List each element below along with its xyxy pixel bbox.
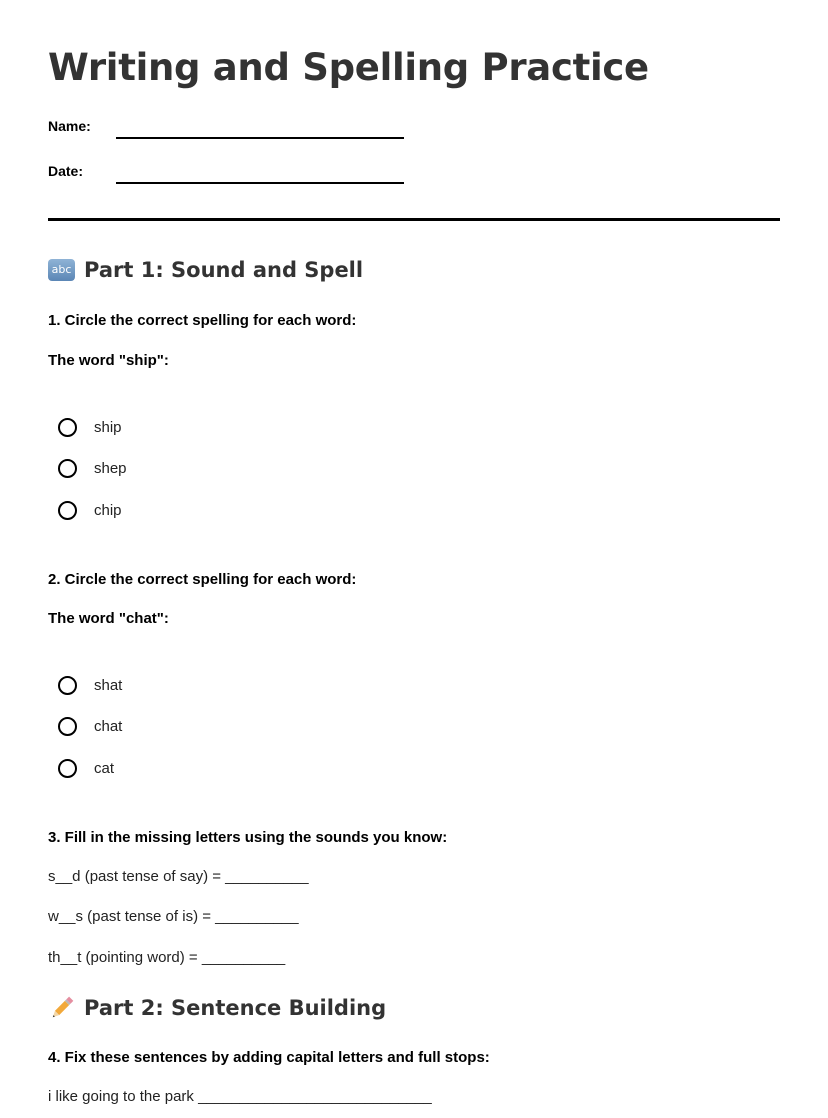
name-label: Name: bbox=[48, 118, 91, 134]
pencil-icon bbox=[48, 994, 76, 1022]
part1-heading-text: Part 1: Sound and Spell bbox=[84, 258, 364, 282]
radio-button[interactable] bbox=[58, 759, 77, 778]
q2-option[interactable] bbox=[58, 673, 122, 697]
name-field[interactable] bbox=[48, 118, 408, 148]
page-title: Writing and Spelling Practice bbox=[48, 46, 649, 89]
fill-in-line[interactable]: th__t (pointing word) = __________ bbox=[48, 949, 286, 966]
q1-option[interactable] bbox=[58, 456, 127, 480]
date-line[interactable] bbox=[116, 182, 404, 184]
q1-option[interactable] bbox=[58, 498, 122, 522]
q2-option[interactable] bbox=[58, 756, 114, 780]
header-divider bbox=[48, 218, 780, 221]
part1-heading bbox=[48, 258, 363, 282]
radio-button[interactable] bbox=[58, 676, 77, 695]
radio-button[interactable] bbox=[58, 459, 77, 478]
option-label: cat bbox=[94, 759, 115, 777]
radio-button[interactable] bbox=[58, 501, 77, 520]
fill-in-line[interactable]: i like going to the park ____________________________ bbox=[48, 1088, 432, 1105]
q4-prompt: 4. Fix these sentences by adding capital letters and full stops: bbox=[48, 1049, 490, 1066]
fill-in-line[interactable]: w__s (past tense of is) = __________ bbox=[48, 908, 299, 925]
q1-prompt: 1. Circle the correct spelling for each word: bbox=[48, 312, 357, 329]
date-label: Date: bbox=[48, 163, 84, 179]
part2-heading bbox=[48, 994, 386, 1022]
q1-word: The word "ship": bbox=[48, 352, 169, 369]
option-label: shep bbox=[94, 459, 127, 477]
option-label: ship bbox=[94, 418, 122, 436]
q2-prompt: 2. Circle the correct spelling for each word: bbox=[48, 571, 357, 588]
abc-icon: abc bbox=[48, 259, 75, 281]
date-field[interactable] bbox=[48, 163, 408, 193]
q1-option[interactable] bbox=[58, 415, 122, 439]
option-label: chip bbox=[94, 501, 122, 519]
radio-button[interactable] bbox=[58, 717, 77, 736]
q3-prompt: 3. Fill in the missing letters using the sounds you know: bbox=[48, 829, 448, 846]
name-line[interactable] bbox=[116, 137, 404, 139]
part2-heading-text: Part 2: Sentence Building bbox=[84, 996, 387, 1020]
option-label: shat bbox=[94, 676, 123, 694]
radio-button[interactable] bbox=[58, 418, 77, 437]
q2-word: The word "chat": bbox=[48, 610, 169, 627]
q2-option[interactable] bbox=[58, 714, 122, 738]
fill-in-line[interactable]: s__d (past tense of say) = __________ bbox=[48, 868, 309, 885]
option-label: chat bbox=[94, 717, 123, 735]
